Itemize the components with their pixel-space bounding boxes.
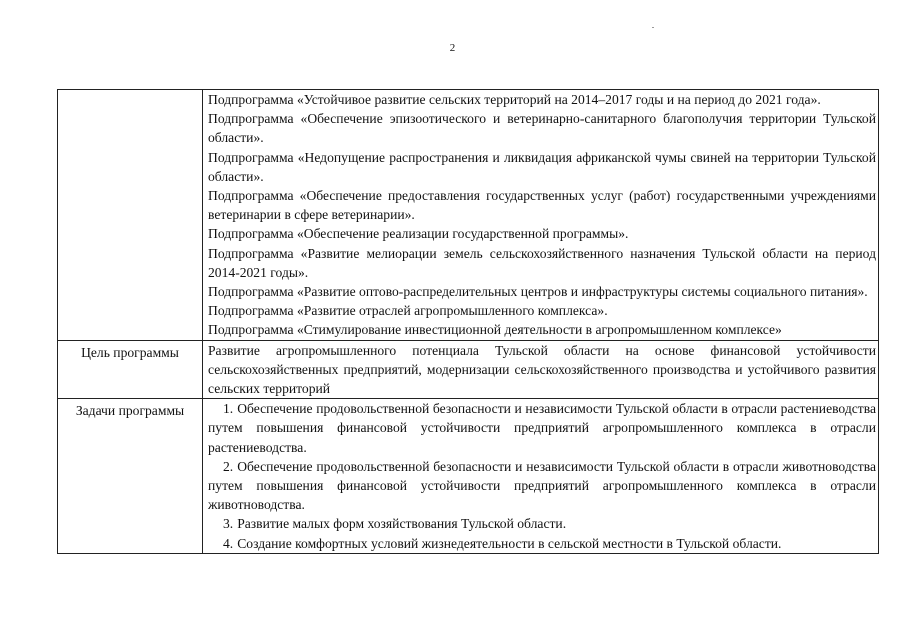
subprogram-item: Подпрограмма «Стимулирование инвестиционной деятельности в агропромышленном комплексе» (208, 322, 782, 338)
task-item (208, 399, 876, 457)
subprogram-item: Подпрограмма «Обеспечение реализации государственной программы». (208, 226, 629, 242)
subprograms-row (58, 90, 879, 341)
task-number: 4. (223, 535, 234, 551)
subprogram-item: Подпрограмма «Устойчивое развитие сельских территорий на 2014–2017 годы и на период до 2021 года». (208, 92, 821, 107)
task-number: 1. (223, 401, 234, 417)
task-item (208, 457, 876, 515)
subprograms-label-cell (58, 90, 203, 341)
tasks-label: Задачи программы (58, 399, 203, 554)
task-item (208, 514, 876, 533)
task-text: Обеспечение продовольственной безопасности и независимости Тульской области в отрасли растениеводства путем повышения финансовой устойчивости предприятий агропромышленного комплекса в отрасли растениеводства. (208, 401, 876, 455)
scan-speck (652, 27, 654, 28)
task-text: Создание комфортных условий жизнедеятельности в сельской местности в Тульской области. (237, 535, 782, 551)
task-item (208, 534, 876, 553)
goal-row (58, 340, 879, 399)
task-text: Обеспечение продовольственной безопасности и независимости Тульской области в отрасли животноводства путем повышения финансовой устойчивости предприятий агропромышленного комплекса в отрасли животноводства. (208, 458, 876, 513)
page-number: 2 (449, 42, 456, 54)
subprogram-item: Подпрограмма «Развитие мелиорации земель сельскохозяйственного назначения Тульской области на период 2014-2021 годы». (208, 245, 876, 280)
subprogram-item: Подпрограмма «Развитие отраслей агропромышленного комплекса». (208, 303, 608, 319)
goal-label: Цель программы (58, 340, 203, 399)
program-passport-table (57, 89, 879, 554)
tasks-list (203, 399, 879, 554)
task-number: 2. (223, 458, 234, 474)
subprogram-item: Подпрограмма «Недопущение распространения и ликвидация африканской чумы свиней на территории Тульской области». (208, 149, 876, 184)
subprogram-item: Подпрограмма «Развитие оптово-распределительных центров и инфраструктуры системы социального питания». (208, 284, 868, 300)
subprograms-list (203, 90, 879, 341)
task-text: Развитие малых форм хозяйствования Тульской области. (237, 516, 567, 532)
task-number: 3. (223, 516, 234, 532)
subprogram-item: Подпрограмма «Обеспечение эпизоотического и ветеринарно-санитарного благополучия территории Тульской области». (208, 111, 876, 146)
subprogram-item: Подпрограмма «Обеспечение предоставления государственных услуг (работ) государственными учреждениями ветеринарии в сфере ветеринарии». (208, 188, 876, 223)
goal-text: Развитие агропромышленного потенциала Тульской области на основе финансовой устойчивости сельскохозяйственных предприятий, модернизации сельскохозяйственного производства и устойчивого развития сельских территорий (208, 342, 876, 397)
tasks-row (58, 399, 879, 554)
